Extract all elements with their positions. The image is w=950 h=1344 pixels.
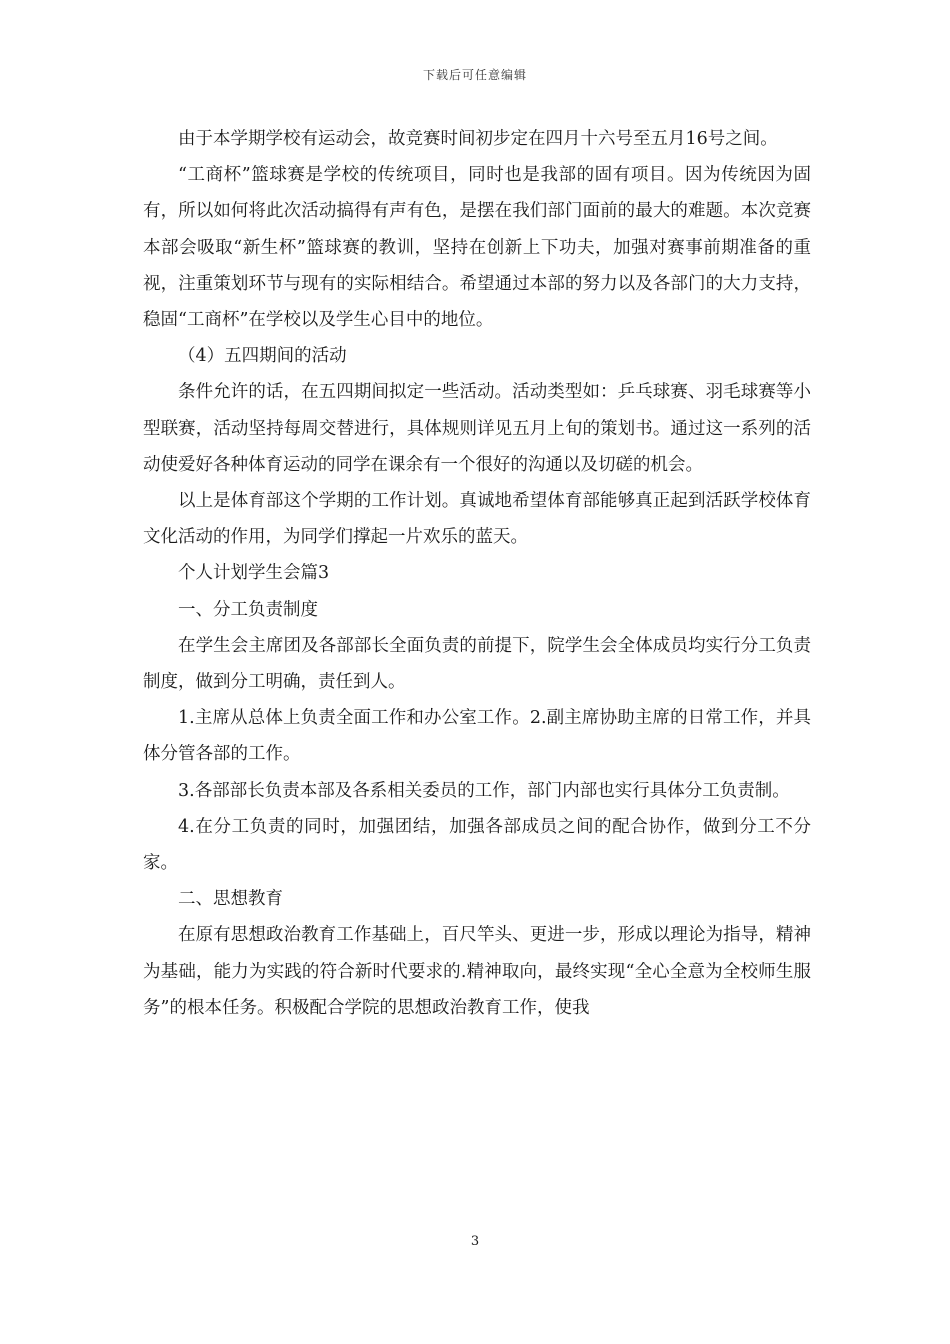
paragraph: “工商杯”篮球赛是学校的传统项目，同时也是我部的固有项目。因为传统因为固有，所以如何将此次活动搞得有声有色，是摆在我们部门面前的最大的难题。本次竞赛本部会吸取“新生杯”篮球赛的教训，坚持在创新上下功夫，加强对赛事前期准备的重视，注重策划环节与现有的实际相结合。希望通过本部的努力以及各部门的大力支持，稳固“工商杯”在学校以及学生心目中的地位。 [143,165,811,331]
section-heading: （4）五四期间的活动 [178,346,347,367]
paragraph: 在原有思想政治教育工作基础上，百尺竿头、更进一步，形成以理论为指导，精神为基础，能力为实践的符合新时代要求的.精神取向，最终实现“全心全意为全校师生服务”的根本任务。积极配合学院的思想政治教育工作，使我 [143,925,811,1018]
page-header: 下载后可任意编辑 [422,68,527,82]
paragraph: 条件允许的话，在五四期间拟定一些活动。活动类型如：乒乓球赛、羽毛球赛等小型联赛，活动坚持每周交替进行，具体规则详见五月上旬的策划书。通过这一系列的活动使爱好各种体育运动的同学在课余有一个很好的沟通以及切磋的机会。 [143,382,811,475]
paragraph: 在学生会主席团及各部部长全面负责的前提下，院学生会全体成员均实行分工负责制度，做到分工明确，责任到人。 [143,635,811,693]
paragraph: 以上是体育部这个学期的工作计划。真诚地希望体育部能够真正起到活跃学校体育文化活动的作用，为同学们撑起一片欢乐的蓝天。 [143,491,811,548]
page-number: 3 [470,1234,480,1249]
section-heading: 一、分工负责制度 [178,599,318,620]
section-title: 个人计划学生会篇3 [178,563,330,584]
paragraph: 由于本学期学校有运动会，故竞赛时间初步定在四月十六号至五月16号之间。 [178,129,778,149]
section-heading: 二、思想教育 [178,889,283,910]
paragraph: 1.主席从总体上负责全面工作和办公室工作。2.副主席协助主席的日常工作，并具体分管各部的工作。 [143,708,811,765]
document-body [143,121,811,1026]
paragraph: 4.在分工负责的同时，加强团结，加强各部成员之间的配合协作，做到分工不分家。 [143,816,811,874]
paragraph: 3.各部部长负责本部及各系相关委员的工作，部门内部也实行具体分工负责制。 [178,780,790,801]
